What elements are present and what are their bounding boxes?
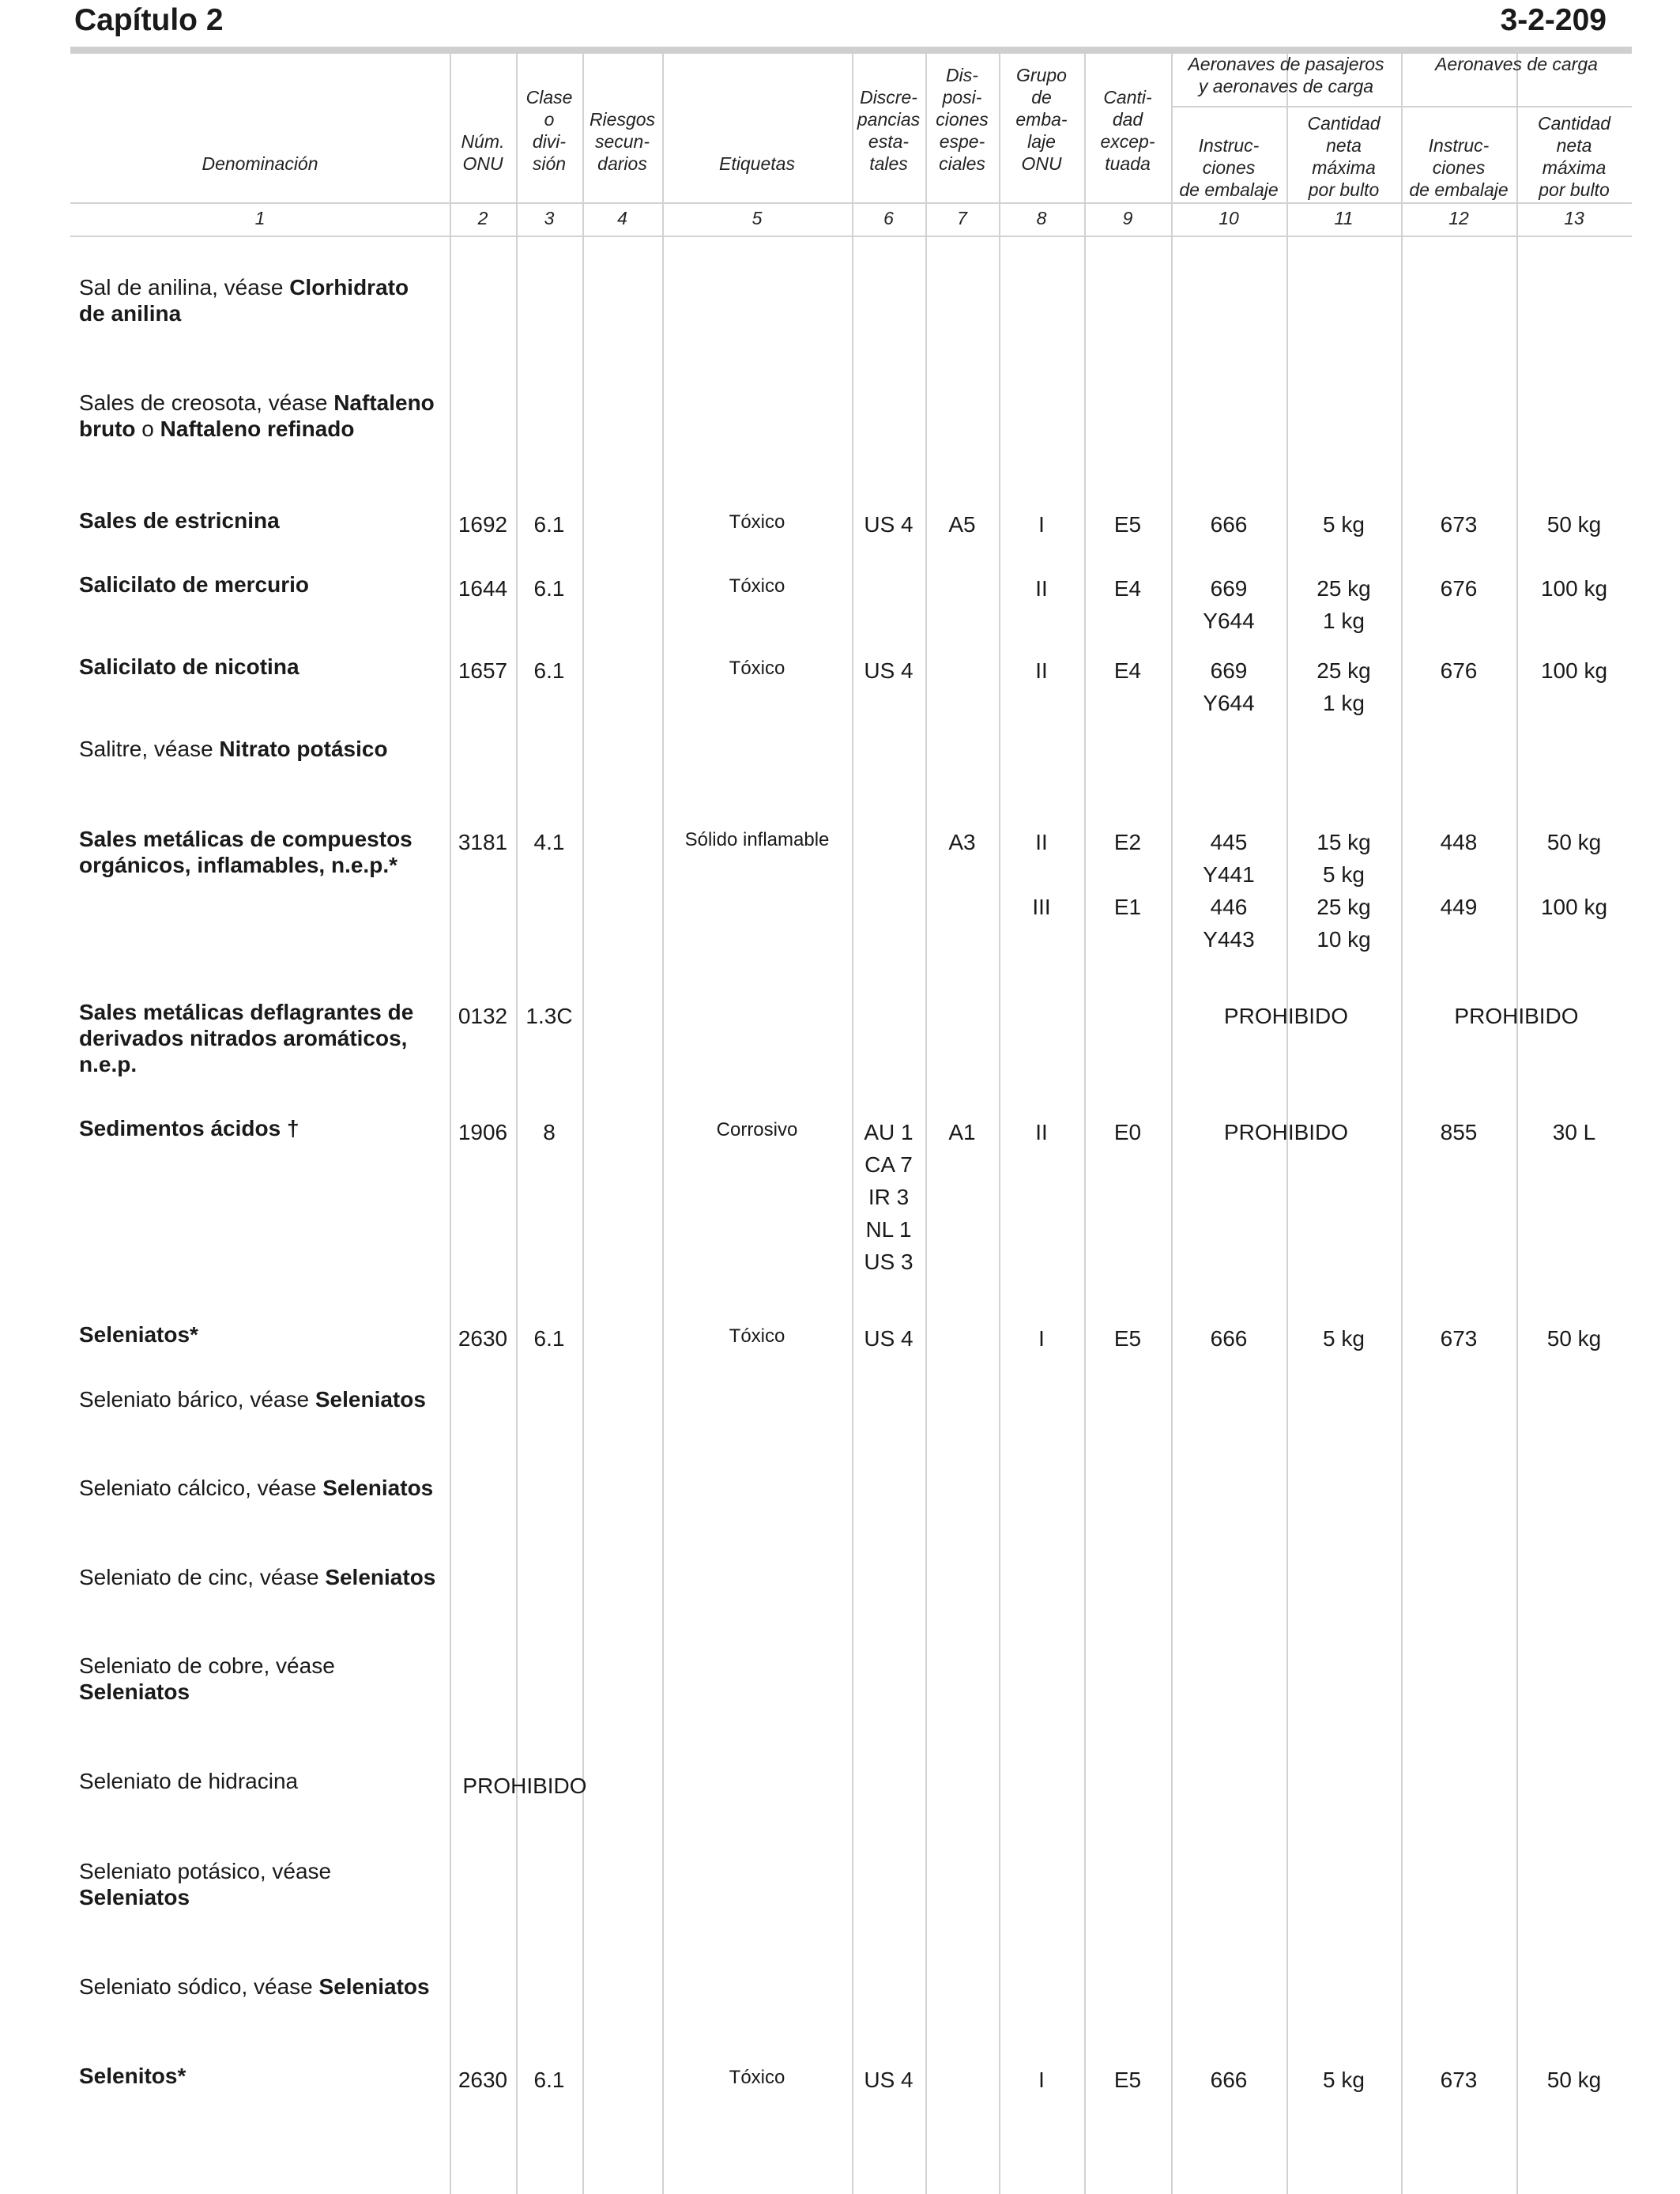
col-number: 3 — [544, 208, 555, 228]
state-variation: US 4 — [864, 658, 913, 683]
pax-max-quantity: 5 kg — [1323, 512, 1365, 537]
class-division: 6.1 — [533, 576, 565, 601]
state-variation: US 4 — [864, 512, 913, 537]
entry-name: Seleniato cálcico, véase Seleniatos — [79, 1476, 434, 1500]
column-number-rule — [70, 236, 1632, 237]
entry-name: Seleniato de hidracina — [79, 1769, 299, 1793]
entry-name: Salicilato de nicotina — [79, 654, 299, 679]
excepted-quantity: E5 — [1113, 2068, 1142, 2092]
excepted-quantity: E4 — [1113, 576, 1142, 601]
pax-packing-instruction: 669 Y644 — [1203, 576, 1255, 633]
class-division: 6.1 — [533, 2068, 565, 2092]
entry-name: Sales de creosota, véase Naftaleno bruto o Naftaleno refinado — [79, 390, 435, 441]
col-header-packing-group: Grupo de emba- laje ONU — [1015, 65, 1068, 174]
special-provision: A3 — [948, 830, 976, 854]
packing-group: II — [1035, 576, 1048, 601]
group-rule — [1171, 106, 1632, 107]
cargo-packing-instruction: 676 — [1440, 658, 1478, 683]
state-variation: AU 1 CA 7 IR 3 NL 1 US 3 — [864, 1120, 913, 1274]
col-number: 11 — [1334, 208, 1354, 228]
excepted-quantity: E0 — [1113, 1120, 1142, 1144]
col-header-special-provisions: Dis- posi- ciones espe- ciales — [936, 65, 989, 174]
pax-packing-instruction: 666 — [1210, 1326, 1248, 1351]
pax-packing-instruction: 669 Y644 — [1203, 658, 1255, 715]
col-number: 2 — [477, 208, 488, 228]
cargo-packing-instruction: 673 — [1440, 512, 1478, 537]
col-header-cargo-instructions: Instruc- ciones de embalaje — [1409, 135, 1509, 200]
col-header-un: Núm. ONU — [461, 131, 505, 174]
col-number: 8 — [1036, 208, 1047, 228]
label-text: Tóxico — [729, 658, 785, 679]
cargo-packing-instruction: 676 — [1440, 576, 1478, 601]
label-text: Tóxico — [729, 575, 785, 597]
col-number: 7 — [957, 208, 967, 228]
label-text: Tóxico — [729, 2067, 785, 2088]
cargo-max-quantity: 30 L — [1552, 1120, 1596, 1144]
col-number: 10 — [1219, 208, 1239, 228]
un-number: 2630 — [458, 2068, 508, 2092]
class-division: 4.1 — [533, 830, 565, 854]
excepted-quantity: E5 — [1113, 512, 1142, 537]
col-header-denominacion: Denominación — [202, 153, 318, 174]
class-division: 6.1 — [533, 658, 565, 683]
entry-name: Seleniato potásico, véase Seleniatos — [79, 1859, 332, 1909]
entry-name: Selenitos* — [79, 2064, 186, 2088]
label-text: Tóxico — [729, 511, 785, 533]
col-header-cargo-max-qty: Cantidad neta máxima por bulto — [1537, 113, 1611, 200]
label-text: Sólido inflamable — [684, 829, 830, 850]
class-division: 1.3C — [525, 1004, 573, 1028]
entry-forbidden: PROHIBIDO — [462, 1774, 587, 1798]
packing-group: I — [1038, 1326, 1045, 1351]
class-division: 6.1 — [533, 512, 565, 537]
cargo-max-quantity: 50 kg — [1546, 2068, 1602, 2092]
col-number: 9 — [1122, 208, 1133, 228]
excepted-quantity: E2 E1 — [1113, 830, 1142, 919]
un-number: 1644 — [458, 576, 508, 601]
col-number: 4 — [617, 208, 627, 228]
col-number: 1 — [254, 208, 266, 228]
class-division: 6.1 — [533, 1326, 565, 1351]
un-number: 1692 — [458, 512, 508, 537]
col-number: 5 — [751, 208, 763, 228]
cargo-forbidden: PROHIBIDO — [1454, 1004, 1579, 1028]
col-header-subsidiary: Riesgos secun- darios — [589, 109, 656, 174]
cargo-max-quantity: 50 kg — [1546, 1326, 1602, 1351]
col-header-pax-max-qty: Cantidad neta máxima por bulto — [1307, 113, 1381, 200]
cargo-max-quantity: 50 kg — [1546, 512, 1602, 537]
chapter-title: Capítulo 2 — [74, 3, 224, 37]
entry-name: Seleniato de cinc, véase Seleniatos — [79, 1565, 436, 1589]
col-header-pax-instructions: Instruc- ciones de embalaje — [1179, 135, 1279, 200]
entry-name: Sales metálicas de compuestos orgánicos, inflamables, n.e.p.* — [79, 827, 412, 877]
cargo-packing-instruction: 855 — [1440, 1120, 1478, 1144]
entry-name: Sales metálicas deflagrantes de derivados nitrados aromáticos, n.e.p. — [79, 1000, 414, 1076]
entry-name: Salicilato de mercurio — [79, 572, 309, 597]
special-provision: A1 — [948, 1120, 976, 1144]
pax-max-quantity: 15 kg 5 kg 25 kg 10 kg — [1317, 830, 1371, 952]
pax-max-quantity: 5 kg — [1323, 1326, 1365, 1351]
entry-name: Seleniato de cobre, véase Seleniatos — [79, 1653, 335, 1704]
pax-max-quantity: 25 kg 1 kg — [1317, 576, 1371, 633]
col-header-excepted-qty: Canti- dad excep- tuada — [1100, 87, 1155, 174]
entry-name: Seleniatos* — [79, 1322, 198, 1347]
col-number: 13 — [1564, 208, 1584, 228]
pax-max-quantity: 5 kg — [1323, 2068, 1365, 2092]
excepted-quantity: E5 — [1113, 1326, 1142, 1351]
col-group-cargo: Aeronaves de carga — [1435, 54, 1598, 74]
un-number: 3181 — [458, 830, 508, 854]
special-provision: A5 — [948, 512, 976, 537]
entry-name: Sal de anilina, véase Clorhidrato de anilina — [79, 275, 409, 326]
entry-name: Salitre, véase Nitrato potásico — [79, 737, 388, 761]
pax-max-quantity: 25 kg 1 kg — [1317, 658, 1371, 715]
un-number: 1657 — [458, 658, 508, 683]
entry-name: Sedimentos ácidos † — [79, 1116, 299, 1140]
cargo-max-quantity: 100 kg — [1540, 658, 1608, 683]
col-header-class: Clase o divi- sión — [525, 87, 573, 174]
cargo-packing-instruction: 448 449 — [1440, 830, 1478, 919]
state-variation: US 4 — [864, 1326, 913, 1351]
label-text: Tóxico — [729, 1325, 785, 1347]
col-number: 6 — [883, 208, 894, 228]
label-text: Corrosivo — [716, 1119, 798, 1140]
col-header-state-variations: Discre- pancias esta- tales — [857, 87, 921, 174]
un-number: 2630 — [458, 1326, 508, 1351]
packing-group: II III — [1032, 830, 1051, 919]
pax-forbidden: PROHIBIDO — [1223, 1120, 1349, 1144]
packing-group: II — [1035, 1120, 1048, 1144]
pax-packing-instruction: 445 Y441 446 Y443 — [1203, 830, 1255, 952]
packing-group: I — [1038, 512, 1045, 537]
packing-group: II — [1035, 658, 1048, 683]
page-number: 3-2-209 — [1500, 3, 1607, 37]
state-variation: US 4 — [864, 2068, 913, 2092]
cargo-packing-instruction: 673 — [1440, 2068, 1478, 2092]
pax-forbidden: PROHIBIDO — [1223, 1004, 1349, 1028]
header-bottom-rule — [70, 202, 1632, 204]
entry-name: Sales de estricnina — [79, 508, 280, 533]
cargo-packing-instruction: 673 — [1440, 1326, 1478, 1351]
excepted-quantity: E4 — [1113, 658, 1142, 683]
cargo-max-quantity: 100 kg — [1540, 576, 1608, 601]
col-header-labels: Etiquetas — [719, 153, 795, 174]
column-divider — [582, 54, 584, 2194]
entry-name: Seleniato bárico, véase Seleniatos — [79, 1387, 426, 1412]
packing-group: I — [1038, 2068, 1045, 2092]
pax-packing-instruction: 666 — [1210, 2068, 1248, 2092]
pax-packing-instruction: 666 — [1210, 512, 1248, 537]
class-division: 8 — [543, 1120, 556, 1144]
un-number: 0132 — [458, 1004, 508, 1028]
cargo-max-quantity: 50 kg 100 kg — [1540, 830, 1608, 919]
un-number: 1906 — [458, 1120, 508, 1144]
col-group-passenger: Aeronaves de pasajeros y aeronaves de carga — [1188, 54, 1384, 96]
entry-name: Seleniato sódico, véase Seleniatos — [79, 1974, 430, 1999]
col-number: 12 — [1448, 208, 1469, 228]
